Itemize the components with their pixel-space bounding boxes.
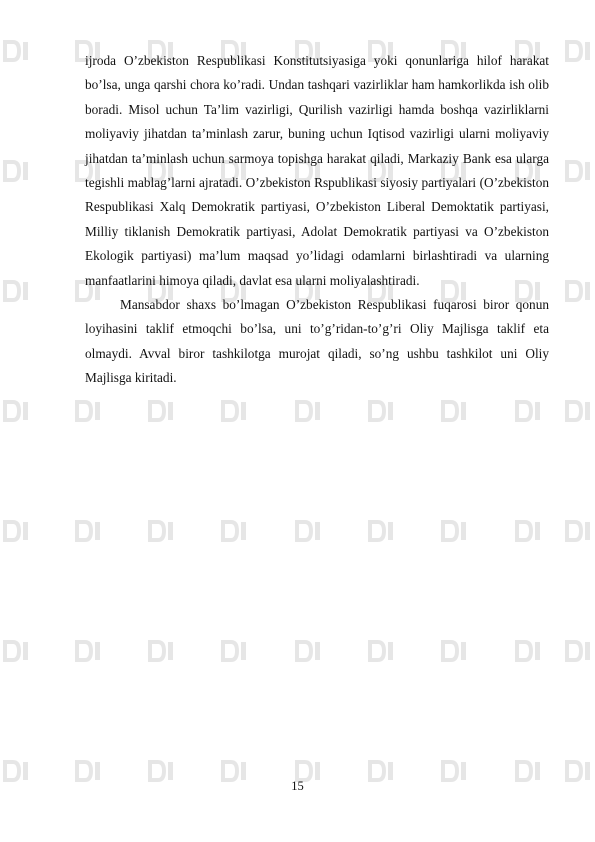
document-watermark-icon: [218, 638, 248, 664]
document-watermark-icon: [562, 38, 592, 64]
document-watermark-icon: [562, 158, 592, 184]
document-watermark-icon: [292, 638, 322, 664]
document-watermark-icon: [562, 398, 592, 424]
document-watermark-icon: [0, 638, 30, 664]
paragraph-1: ijroda O’zbekiston Respublikasi Konstitutsiyasiga yoki qonunlariga hilof harakat bo’lsa, unga qarshi chora ko’radi. Undan tashqari vazirliklar ham hamkorlikda ish olib boradi. Misol uchun Ta’lim vazirligi, Qurilish vazirligi hamda boshqa vazirliklarni moliyaviy jihatdan ta’minlash zarur, buning uchun Iqtisod vazirligi ularni moliyaviy jihatdan ta’minlash uchun sarmoya topishga harakat qiladi, Markaziy Bank esa ularga tegishli mablag’larni ajratadi. O’zbekiston Rspublikasi siyosiy partiyalari (O’zbekiston Respublikasi Xalq Demokratik partiyasi, O’zbekiston Liberal Demoktatik partiyasi, Milliy tiklanish Demokratik partiyasi, Adolat Demokratik partiyasi va O’zbekiston Ekologik partiyasi) ma’lum maqsad yo’lidagi odamlarni birlashtiradi va ularning manfaatlarini himoya qiladi, davlat esa ularni moliyalashtiradi.: [85, 53, 549, 288]
document-watermark-icon: [0, 518, 30, 544]
document-watermark-icon: [512, 518, 542, 544]
document-watermark-icon: [562, 518, 592, 544]
document-watermark-icon: [365, 398, 395, 424]
document-watermark-icon: [292, 398, 322, 424]
page-number: 15: [291, 779, 304, 793]
document-watermark-icon: [365, 518, 395, 544]
document-watermark-icon: [145, 638, 175, 664]
document-watermark-icon: [72, 518, 102, 544]
document-watermark-icon: [0, 278, 30, 304]
document-watermark-icon: [72, 638, 102, 664]
document-body: [85, 49, 549, 391]
document-watermark-icon: [438, 518, 468, 544]
document-watermark-icon: [365, 638, 395, 664]
paragraph-2: Mansabdor shaxs bo’lmagan O’zbekiston Respublikasi fuqarosi biror qonun loyihasini taklif etmoqchi bo’lsa, uni to’g’ridan-to’g’ri Oliy Majlisga taklif eta olmaydi. Avval biror tashkilotga murojat qiladi, so’ng ushbu tashkilot uni Oliy Majlisga kiritadi.: [85, 297, 549, 386]
document-watermark-icon: [438, 398, 468, 424]
document-watermark-icon: [218, 518, 248, 544]
document-watermark-icon: [438, 638, 468, 664]
document-watermark-icon: [562, 278, 592, 304]
document-watermark-icon: [0, 398, 30, 424]
document-watermark-icon: [145, 398, 175, 424]
document-watermark-icon: [72, 398, 102, 424]
document-watermark-icon: [0, 38, 30, 64]
document-watermark-icon: [512, 638, 542, 664]
document-watermark-icon: [218, 398, 248, 424]
document-watermark-icon: [0, 158, 30, 184]
document-watermark-icon: [562, 638, 592, 664]
document-watermark-icon: [292, 518, 322, 544]
document-watermark-icon: [512, 398, 542, 424]
document-watermark-icon: [145, 518, 175, 544]
